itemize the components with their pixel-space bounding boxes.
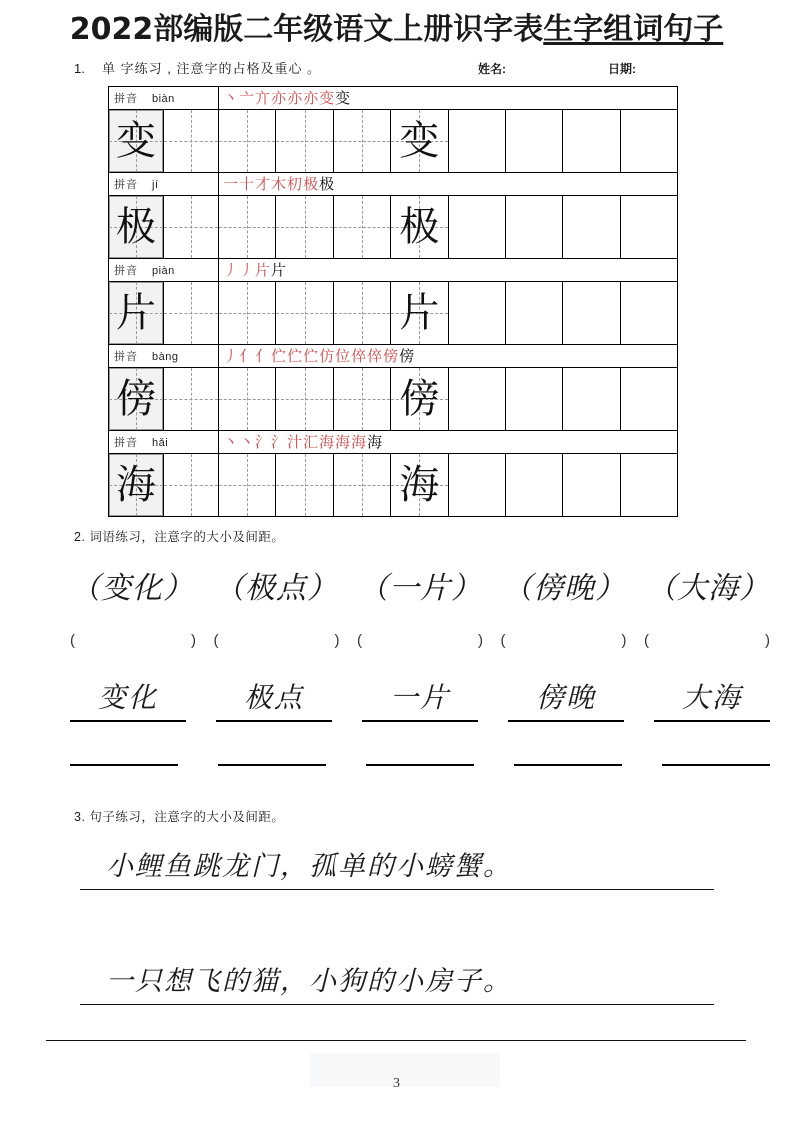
writing-grid-cell[interactable] [620, 282, 677, 345]
stroke-step: 亻 [239, 347, 256, 365]
stroke-step: 朷 [287, 175, 304, 193]
empty-paren-slot[interactable] [644, 632, 770, 649]
writing-grid-cell[interactable] [276, 454, 333, 517]
writing-grid-cell[interactable] [276, 110, 333, 173]
pinyin-label: 拼音 [114, 179, 138, 191]
underlined-word: 一片 [362, 678, 478, 722]
tianzige-box [334, 110, 390, 172]
stroke-step: 傍 [383, 347, 400, 365]
writing-grid-cell[interactable] [505, 196, 562, 259]
paren-close: ) [765, 631, 770, 649]
writing-grid-cell[interactable] [505, 110, 562, 173]
writing-grid-cell[interactable] [563, 368, 620, 431]
word-with-parens: （傍晚） [502, 571, 626, 606]
stroke-step: 十 [239, 175, 256, 193]
grid-character: 极 [116, 204, 156, 250]
writing-grid-cell[interactable] [164, 282, 219, 345]
writing-grid-cell[interactable] [276, 368, 333, 431]
pinyin-row [109, 173, 678, 196]
writing-grid-cell[interactable] [505, 368, 562, 431]
tianzige-box [621, 368, 677, 430]
stroke-step: 海 [319, 433, 336, 451]
pinyin-cell [109, 173, 219, 196]
writing-grid-cell[interactable] [219, 368, 276, 431]
grid-character: 极 [399, 204, 440, 250]
tianzige-box [563, 454, 619, 516]
blank-write-line[interactable] [218, 762, 326, 766]
sentence-block-2 [80, 960, 714, 1005]
writing-grid-cell[interactable] [448, 368, 505, 431]
pinyin-label: 拼音 [114, 265, 138, 277]
paren-open: ( [500, 631, 506, 649]
blank-write-line[interactable] [70, 762, 178, 766]
tianzige-box [621, 196, 677, 258]
stroke-step: 变 [319, 89, 336, 107]
stroke-order-sequence [223, 175, 335, 193]
stroke-step: 仿 [319, 347, 336, 365]
underlined-word-row [70, 672, 770, 722]
writing-grid-cell[interactable] [448, 282, 505, 345]
name-field-label: 姓名: [478, 62, 506, 76]
tianzige-box [449, 282, 505, 344]
writing-grid-cell[interactable] [620, 454, 677, 517]
pinyin-label: 拼音 [114, 93, 138, 105]
sentence-text-1: 小鲤鱼跳龙门，孤单的小螃蟹。 [106, 851, 512, 882]
writing-grid-cell[interactable] [505, 282, 562, 345]
tianzige-box [164, 110, 218, 172]
tianzige-box [391, 368, 447, 430]
tianzige-box [563, 282, 619, 344]
stroke-step: 木 [271, 175, 288, 193]
page-title-underlined: 生字组词句子 [543, 12, 724, 47]
paren-close: ) [334, 631, 340, 649]
stroke-step: 海 [351, 433, 368, 451]
paren-open: ( [357, 631, 362, 649]
paren-open: ( [644, 631, 649, 649]
tianzige-box [621, 110, 677, 172]
tianzige-box [563, 368, 619, 430]
tianzige-box [109, 110, 163, 172]
tianzige-box [109, 282, 163, 344]
character-practice-table [108, 86, 678, 517]
stroke-order-sequence [223, 261, 287, 279]
empty-paren-slot[interactable] [70, 632, 196, 649]
stroke-step: 亠 [239, 89, 256, 107]
paren-close: ) [478, 631, 483, 649]
writing-grid-cell[interactable] [333, 454, 390, 517]
writing-grid-cell[interactable] [391, 454, 448, 517]
tianzige-box [109, 196, 163, 258]
tianzige-box [506, 282, 562, 344]
stroke-step: 极 [303, 175, 320, 193]
section2-heading: 2. 词语练习，注意字的大小及间距。 [74, 530, 285, 544]
tianzige-box [334, 368, 390, 430]
empty-paren-row [70, 628, 770, 652]
writing-grid-cell[interactable] [448, 196, 505, 259]
blank-write-line[interactable] [662, 762, 770, 766]
stroke-step: 伫 [303, 347, 320, 365]
stroke-step: 傍 [399, 347, 416, 365]
underlined-word: 变化 [70, 678, 186, 722]
tianzige-box [391, 454, 447, 516]
grid-character: 片 [399, 290, 440, 336]
stroke-step: 氵 [271, 433, 288, 451]
stroke-step: 亦 [271, 89, 288, 107]
stroke-order-sequence [223, 433, 383, 451]
writing-grid-row [109, 454, 678, 517]
stroke-step: 海 [367, 433, 384, 451]
stroke-step: 亦 [303, 89, 320, 107]
blank-word-line-row [70, 762, 770, 766]
empty-paren-slot[interactable] [214, 632, 340, 649]
tianzige-box [219, 368, 275, 430]
stroke-step: 丿 [223, 261, 240, 279]
tianzige-box [109, 368, 163, 430]
section1-header [74, 58, 734, 80]
word-practice-row [70, 565, 770, 613]
writing-grid-cell[interactable] [391, 368, 448, 431]
pinyin-cell [109, 259, 219, 282]
writing-grid-cell[interactable] [109, 368, 164, 431]
pinyin-cell [109, 431, 219, 454]
stroke-step: 丿 [239, 261, 256, 279]
date-field-label: 日期: [608, 62, 636, 76]
word-with-parens: （极点） [214, 571, 338, 606]
pinyin-value: jí [152, 179, 159, 191]
writing-grid-cell[interactable] [219, 196, 276, 259]
page-number: 3 [393, 1076, 400, 1091]
empty-paren-slot[interactable] [357, 632, 483, 649]
footer-rule [46, 1040, 746, 1041]
writing-grid-cell[interactable] [448, 110, 505, 173]
tianzige-box [506, 196, 562, 258]
tianzige-box [391, 196, 447, 258]
writing-grid-row [109, 282, 678, 345]
pinyin-row [109, 431, 678, 454]
grid-character: 海 [399, 462, 440, 508]
stroke-step: 变 [335, 89, 352, 107]
pinyin-value: hǎi [152, 437, 169, 449]
tianzige-box [219, 110, 275, 172]
pinyin-row [109, 87, 678, 110]
writing-grid-cell[interactable] [391, 110, 448, 173]
word-with-parens: （一片） [358, 571, 482, 606]
tianzige-box [506, 454, 562, 516]
stroke-order-sequence [223, 347, 415, 365]
writing-grid-cell[interactable] [164, 368, 219, 431]
writing-grid-cell[interactable] [109, 454, 164, 517]
tianzige-box [334, 454, 390, 516]
writing-grid-cell[interactable] [563, 196, 620, 259]
writing-grid-cell[interactable] [276, 282, 333, 345]
tianzige-box [219, 282, 275, 344]
tianzige-box [391, 110, 447, 172]
section1-instruction: 单 字练习 , 注意字的占格及重心 。 [102, 61, 322, 76]
writing-grid-cell[interactable] [620, 110, 677, 173]
sentence-rule-1 [80, 889, 714, 890]
pinyin-value: biàn [152, 93, 175, 105]
tianzige-box [334, 196, 390, 258]
writing-grid-cell[interactable] [333, 110, 390, 173]
paren-close: ) [191, 631, 196, 649]
tianzige-box [219, 454, 275, 516]
tianzige-box [449, 196, 505, 258]
tianzige-box [276, 454, 332, 516]
page-title [0, 10, 793, 50]
tianzige-box [449, 110, 505, 172]
tianzige-box [563, 196, 619, 258]
pinyin-label: 拼音 [114, 351, 138, 363]
grid-character: 海 [116, 462, 156, 508]
stroke-step: 片 [255, 261, 272, 279]
word-with-parens: （大海） [646, 571, 770, 606]
stroke-step: 位 [335, 347, 352, 365]
stroke-step: 汁 [287, 433, 304, 451]
paren-open: ( [70, 631, 75, 649]
blank-write-line[interactable] [366, 762, 474, 766]
writing-grid-cell[interactable] [563, 454, 620, 517]
writing-grid-cell[interactable] [391, 196, 448, 259]
tianzige-box [506, 368, 562, 430]
stroke-step: 伫 [287, 347, 304, 365]
stroke-step: 丶 [223, 89, 240, 107]
writing-grid-cell[interactable] [333, 196, 390, 259]
stroke-step: 亻 [255, 347, 272, 365]
tianzige-box [164, 368, 218, 430]
tianzige-box [164, 196, 218, 258]
grid-character: 片 [116, 290, 156, 336]
tianzige-box [391, 282, 447, 344]
stroke-step: 伫 [271, 347, 288, 365]
writing-grid-row [109, 110, 678, 173]
underlined-word: 大海 [654, 678, 770, 722]
writing-grid-cell[interactable] [109, 196, 164, 259]
grid-character: 变 [399, 118, 440, 164]
stroke-step: 丶 [223, 433, 240, 451]
section1-number: 1. [74, 61, 85, 76]
stroke-step: 汇 [303, 433, 320, 451]
stroke-step: 极 [319, 175, 336, 193]
paren-open: ( [213, 631, 219, 649]
stroke-order-cell [219, 87, 678, 110]
writing-grid-row [109, 368, 678, 431]
grid-character: 傍 [399, 376, 440, 422]
writing-grid-cell[interactable] [276, 196, 333, 259]
stroke-step: 氵 [255, 433, 272, 451]
stroke-order-cell [219, 259, 678, 282]
stroke-order-sequence [223, 89, 351, 107]
sentence-block-1 [80, 845, 714, 890]
stroke-order-cell [219, 431, 678, 454]
word-with-parens: （变化） [70, 571, 194, 606]
pinyin-value: bàng [152, 351, 179, 363]
writing-grid-cell[interactable] [505, 454, 562, 517]
tianzige-box [449, 368, 505, 430]
tianzige-box [109, 454, 163, 516]
underlined-word: 极点 [216, 678, 332, 722]
pinyin-value: piàn [152, 265, 175, 277]
tianzige-box [276, 196, 332, 258]
writing-grid-cell[interactable] [448, 454, 505, 517]
stroke-order-cell [219, 173, 678, 196]
stroke-step: 亣 [255, 89, 272, 107]
grid-character: 变 [116, 118, 156, 164]
grid-character: 傍 [116, 376, 156, 422]
stroke-step: 海 [335, 433, 352, 451]
stroke-step: 丿 [223, 347, 240, 365]
writing-grid-cell[interactable] [219, 454, 276, 517]
sentence-text-2: 一只想飞的猫，小狗的小房子。 [106, 966, 512, 997]
tianzige-box [506, 110, 562, 172]
tianzige-box [563, 110, 619, 172]
empty-paren-slot[interactable] [501, 632, 627, 649]
writing-grid-cell[interactable] [391, 282, 448, 345]
stroke-step: 一 [223, 175, 240, 193]
stroke-step: 倅 [351, 347, 368, 365]
pinyin-row [109, 345, 678, 368]
writing-grid-cell[interactable] [563, 282, 620, 345]
section3-heading: 3. 句子练习，注意字的大小及间距。 [74, 810, 285, 824]
tianzige-box [276, 282, 332, 344]
writing-grid-cell[interactable] [620, 196, 677, 259]
writing-grid-cell[interactable] [164, 196, 219, 259]
stroke-order-cell [219, 345, 678, 368]
stroke-step: 亦 [287, 89, 304, 107]
writing-grid-cell[interactable] [164, 454, 219, 517]
tianzige-box [276, 368, 332, 430]
writing-grid-cell[interactable] [219, 110, 276, 173]
pinyin-row [109, 259, 678, 282]
writing-grid-cell[interactable] [109, 282, 164, 345]
tianzige-box [621, 282, 677, 344]
writing-grid-cell[interactable] [563, 110, 620, 173]
writing-grid-row [109, 196, 678, 259]
stroke-step: 丶 [239, 433, 256, 451]
writing-grid-cell[interactable] [164, 110, 219, 173]
stroke-step: 倅 [367, 347, 384, 365]
stroke-step: 片 [271, 261, 288, 279]
pinyin-label: 拼音 [114, 437, 138, 449]
tianzige-box [276, 110, 332, 172]
tianzige-box [334, 282, 390, 344]
pinyin-cell [109, 345, 219, 368]
tianzige-box [164, 454, 218, 516]
writing-grid-cell[interactable] [109, 110, 164, 173]
tianzige-box [621, 454, 677, 516]
blank-write-line[interactable] [514, 762, 622, 766]
stroke-step: 才 [255, 175, 272, 193]
writing-grid-cell[interactable] [333, 368, 390, 431]
tianzige-box [449, 454, 505, 516]
page-title-main: 2022部编版二年级语文上册识字表 [69, 12, 544, 47]
pinyin-cell [109, 87, 219, 110]
underlined-word: 傍晚 [508, 678, 624, 722]
writing-grid-cell[interactable] [620, 368, 677, 431]
sentence-rule-2 [80, 1004, 714, 1005]
paren-close: ) [621, 631, 627, 649]
writing-grid-cell[interactable] [333, 282, 390, 345]
tianzige-box [219, 196, 275, 258]
writing-grid-cell[interactable] [219, 282, 276, 345]
tianzige-box [164, 282, 218, 344]
